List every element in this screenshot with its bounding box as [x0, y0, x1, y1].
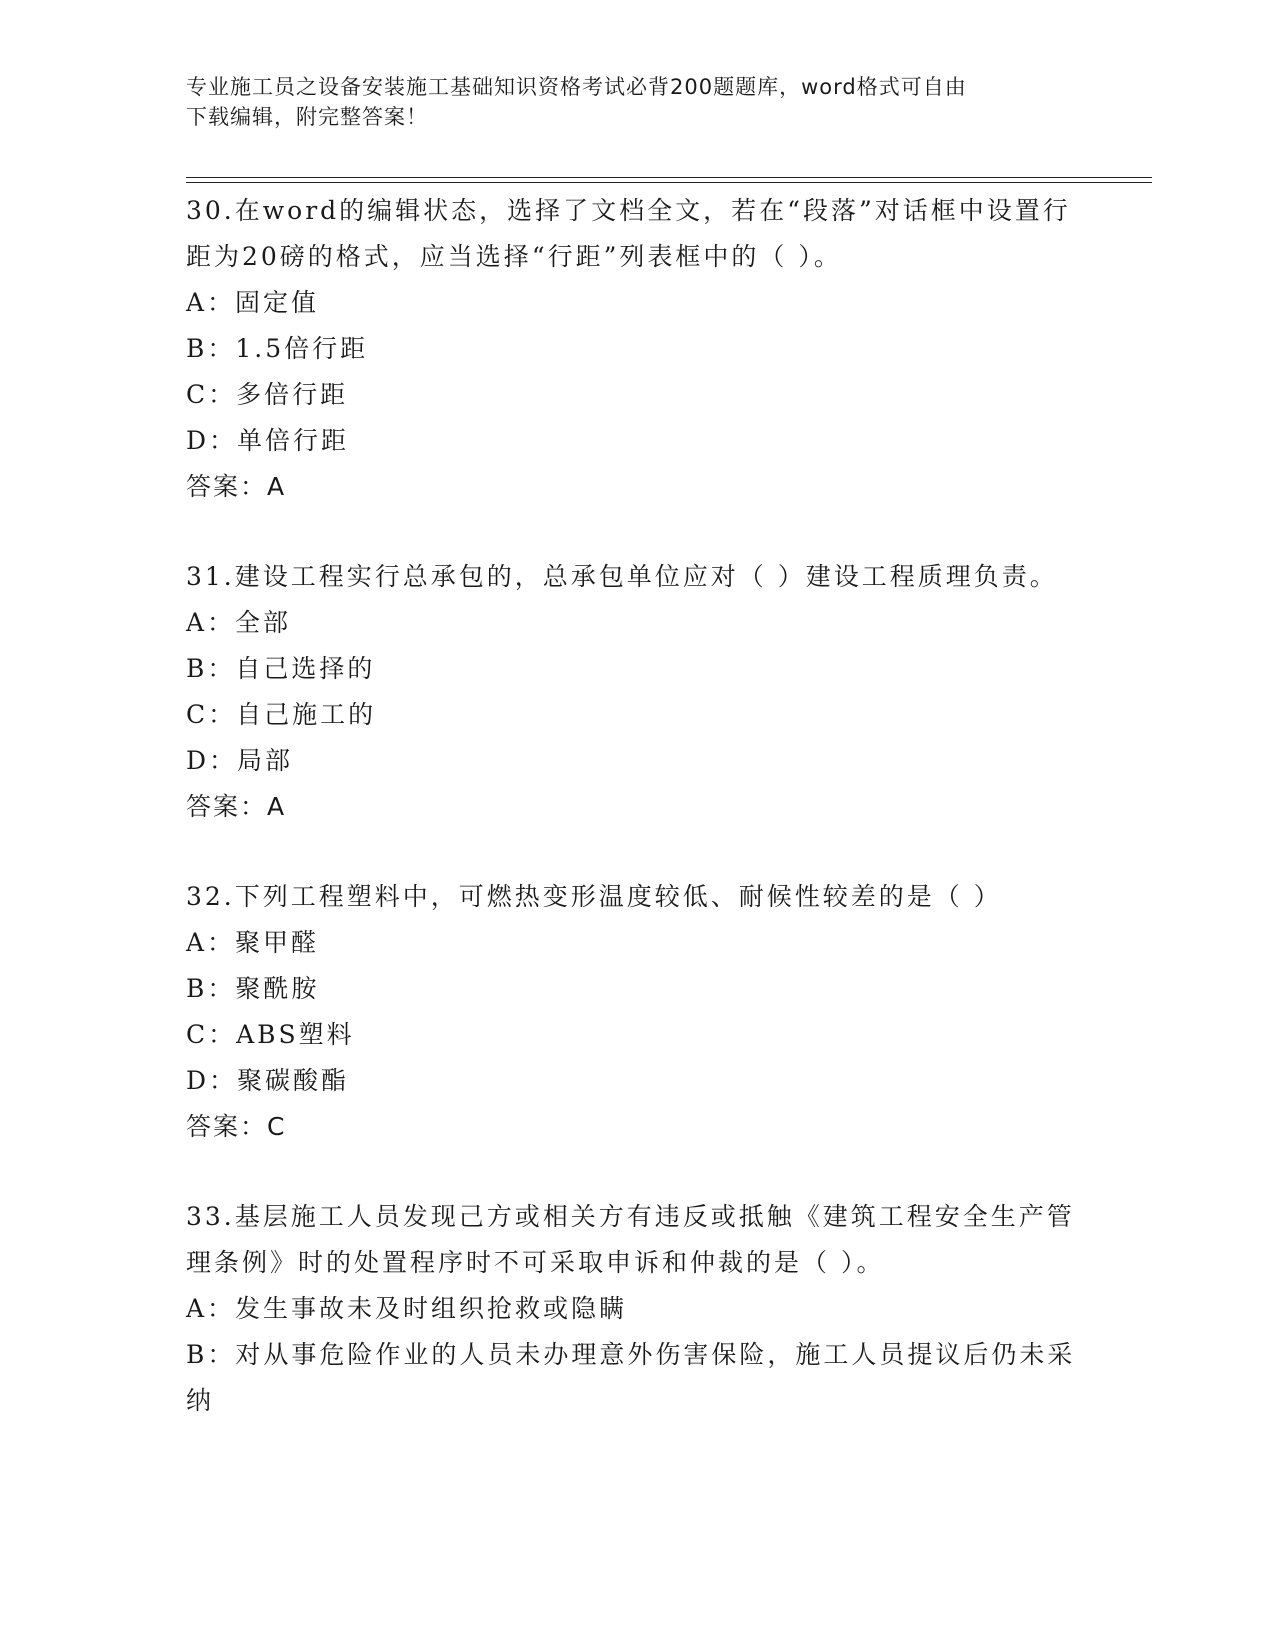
page-header [186, 72, 1066, 132]
option-c: C：ABS塑料 [186, 1020, 355, 1049]
header-line-2: 下载编辑，附完整答案！ [186, 105, 428, 129]
question-32 [186, 874, 1086, 1150]
question-stem: 30.在word的编辑状态，选择了文档全文，若在“段落”对话框中设置行距为20磅的格式，应当选择“行距”列表框中的（ ）。 [186, 196, 1071, 271]
option-b: B：自己选择的 [186, 654, 376, 683]
question-stem: 33.基层施工人员发现己方或相关方有违反或抵触《建筑工程安全生产管理条例》时的处置程序时不可采取申诉和仲裁的是（ ）。 [186, 1202, 1075, 1277]
option-d: D：聚碳酸酯 [186, 1066, 350, 1095]
option-a: A：发生事故未及时组织抢救或隐瞒 [186, 1294, 628, 1323]
option-b: B：1.5倍行距 [186, 334, 369, 363]
question-stem: 32.下列工程塑料中，可燃热变形温度较低、耐候性较差的是（ ） [186, 882, 1002, 911]
answer-line: 答案：C [186, 1112, 287, 1141]
option-b: B：聚酰胺 [186, 974, 320, 1003]
question-30 [186, 188, 1086, 510]
option-d: D：局部 [186, 746, 294, 775]
header-line-1: 专业施工员之设备安装施工基础知识资格考试必背200题题库，word格式可自由 [186, 75, 967, 99]
question-31 [186, 554, 1086, 830]
option-a: A：全部 [186, 608, 292, 637]
option-a: A：固定值 [186, 288, 320, 317]
option-b: B：对从事危险作业的人员未办理意外伤害保险，施工人员提议后仍未采纳 [186, 1340, 1076, 1415]
question-spacer [186, 510, 1086, 554]
option-a: A：聚甲醛 [186, 928, 320, 957]
answer-line: 答案：A [186, 472, 287, 501]
header-divider-top [186, 177, 1152, 178]
header-divider-bottom [186, 182, 1152, 183]
option-c: C：自己施工的 [186, 700, 377, 729]
question-stem: 31.建设工程实行总承包的，总承包单位应对（ ）建设工程质理负责。 [186, 562, 1058, 591]
question-list [186, 188, 1086, 1424]
option-d: D：单倍行距 [186, 426, 350, 455]
question-33 [186, 1194, 1086, 1424]
answer-line: 答案：A [186, 792, 287, 821]
option-c: C：多倍行距 [186, 380, 349, 409]
question-spacer [186, 1150, 1086, 1194]
question-spacer [186, 830, 1086, 874]
